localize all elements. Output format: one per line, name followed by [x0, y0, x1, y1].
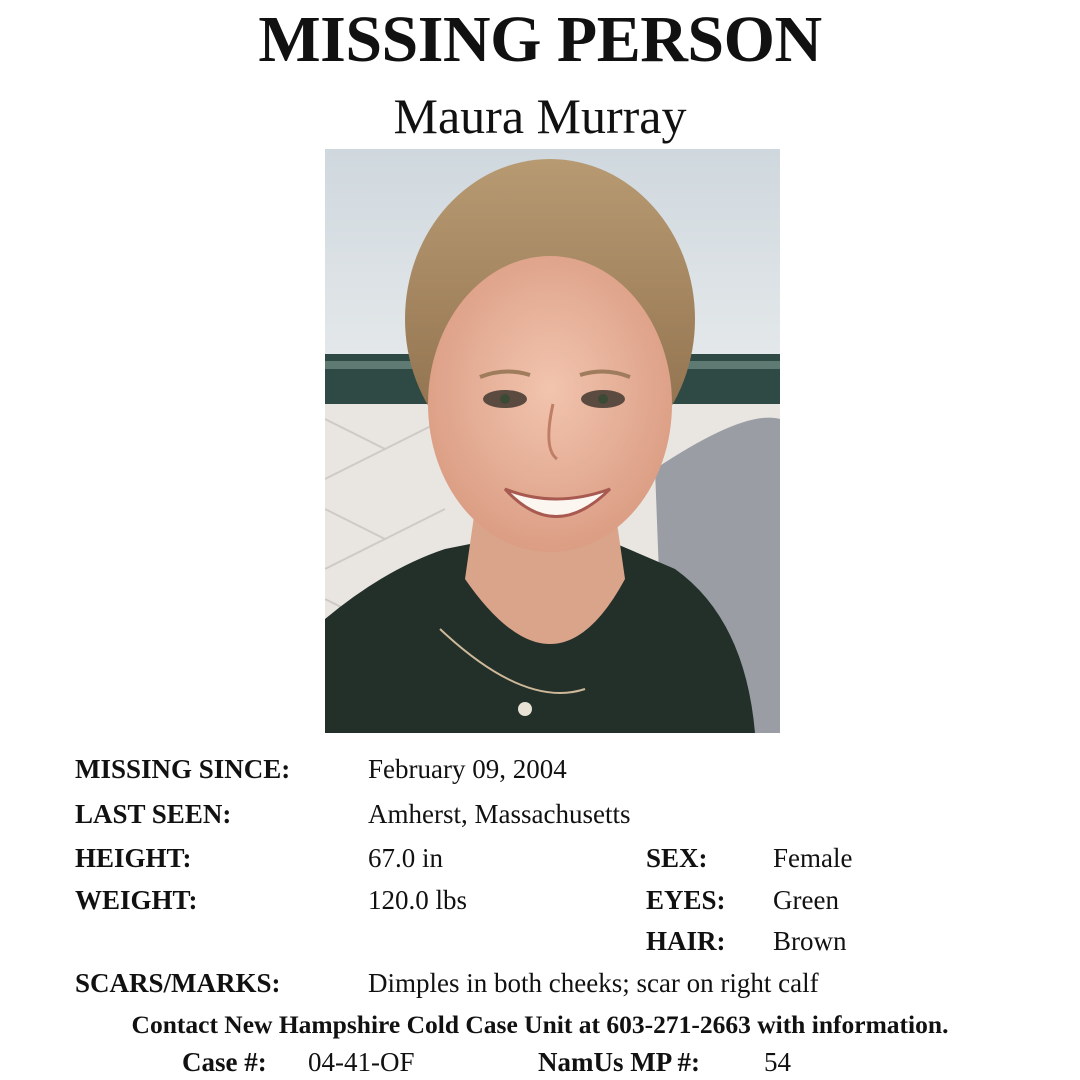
weight-label: WEIGHT:: [75, 885, 198, 915]
scars-value: Dimples in both cheeks; scar on right calf: [368, 968, 819, 998]
portrait-photo: [325, 149, 780, 733]
hair-value: Brown: [773, 926, 847, 956]
missing-since-value: February 09, 2004: [368, 754, 567, 784]
eyes-label: EYES:: [646, 885, 726, 915]
missing-since-label: MISSING SINCE:: [75, 754, 291, 784]
case-number-value: 04-41-OF: [308, 1047, 415, 1077]
sex-label: SEX:: [646, 843, 708, 873]
last-seen-label: LAST SEEN:: [75, 799, 232, 829]
hair-label: HAIR:: [646, 926, 726, 956]
contact-line: Contact New Hampshire Cold Case Unit at 603-271-2663 with information.: [131, 1010, 949, 1039]
scars-label: SCARS/MARKS:: [75, 968, 281, 998]
person-name: Maura Murray: [393, 88, 687, 144]
case-number-label: Case #:: [182, 1047, 267, 1077]
eyes-value: Green: [773, 885, 839, 915]
namus-value: 54: [764, 1047, 791, 1077]
height-value: 67.0 in: [368, 843, 444, 873]
sex-value: Female: [773, 843, 853, 873]
namus-label: NamUs MP #:: [538, 1047, 700, 1077]
height-label: HEIGHT:: [75, 843, 192, 873]
weight-value: 120.0 lbs: [368, 885, 468, 915]
poster-title: MISSING PERSON: [258, 3, 822, 76]
last-seen-value: Amherst, Massachusetts: [368, 799, 631, 829]
